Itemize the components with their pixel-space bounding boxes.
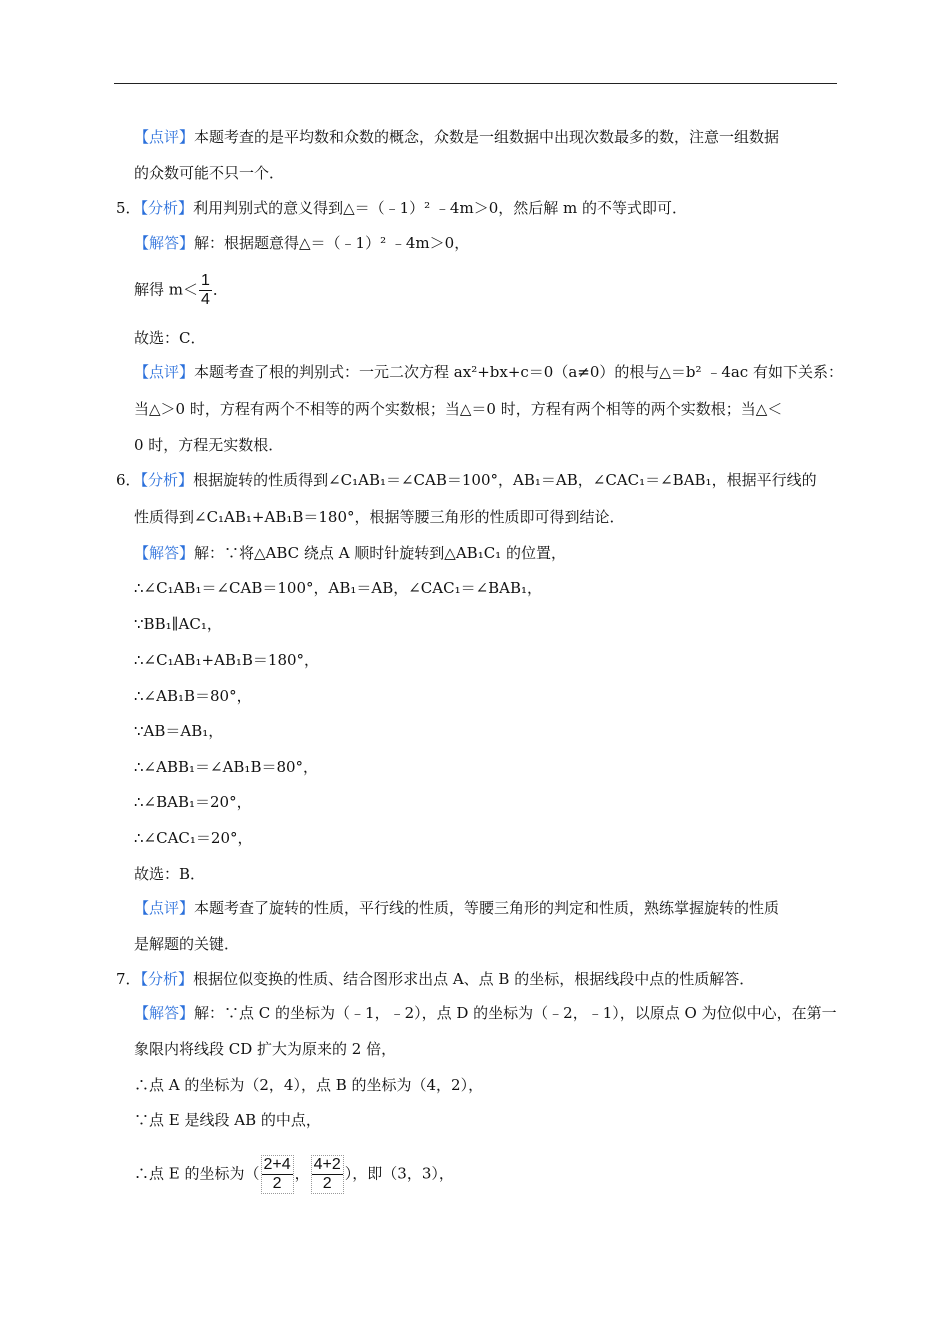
q7-solution-text-1: 解：∵点 C 的坐标为（﹣1，﹣2），点 D 的坐标为（﹣2，﹣1），以原点 O 为位似中心，在第一: [194, 1004, 837, 1022]
q6-review-text-1: 本题考查了旋转的性质，平行线的性质，等腰三角形的判定和性质，熟练掌握旋转的性质: [194, 899, 780, 917]
q6-step: ∴∠BAB₁＝20°，: [134, 793, 252, 811]
q5-analysis-line: [116, 198, 687, 218]
q6-step: ∴∠CAC₁＝20°，: [134, 829, 253, 847]
q7-analysis-text: 根据位似变换的性质、结合图形求出点 A、点 B 的坐标，根据线段中点的性质解答．: [193, 970, 755, 988]
q6-answer: 故选：B．: [134, 865, 206, 883]
q4-review-line-1: [134, 127, 779, 147]
q6-analysis-line-1: [116, 470, 817, 490]
q7-solution-prefix: ∴点 E 的坐标为（: [134, 1164, 260, 1183]
q5-solution-line-1: [134, 233, 469, 253]
q7-solution-line-1: [134, 1003, 837, 1023]
solution-tag: 【解答】: [134, 234, 195, 252]
q6-review-line-2: 是解题的关键．: [134, 935, 240, 953]
fraction-2-plus-4-over-2: $\frac{2+4}{2}$: [261, 1155, 294, 1194]
q7-analysis-line: [116, 969, 754, 989]
q6-analysis-line-2: 性质得到∠C₁AB₁+AB₁B＝180°，根据等腰三角形的性质即可得到结论．: [134, 508, 625, 526]
q7-solution-suffix: ），即（3，3），: [344, 1164, 454, 1183]
review-tag: 【点评】: [134, 128, 195, 146]
q5-analysis-text: 利用判别式的意义得到△＝（﹣1）² ﹣4m＞0，然后解 m 的不等式即可．: [193, 199, 687, 217]
q7-number: 7．: [116, 970, 141, 988]
q7-solution-line-2: 象限内将线段 CD 扩大为原来的 2 倍，: [134, 1040, 397, 1058]
q6-step: ∴∠ABB₁＝∠AB₁B＝80°，: [134, 758, 319, 776]
q7-separator: ，: [294, 1164, 310, 1183]
q5-solution-text-1: 解：根据题意得△＝（﹣1）² ﹣4m＞0，: [194, 234, 470, 252]
q4-review-line-2: 的众数可能不只一个．: [134, 164, 285, 182]
q6-step: ∴∠C₁AB₁＝∠CAB＝100°，AB₁＝AB，∠CAC₁＝∠BAB₁，: [134, 579, 543, 597]
q6-number: 6．: [116, 471, 141, 489]
q6-step: ∴∠AB₁B＝80°，: [134, 687, 252, 705]
q6-step: ∵AB＝AB₁，: [134, 722, 224, 740]
q5-number: 5．: [116, 199, 141, 217]
q5-solution-prefix: 解得 m＜: [134, 280, 198, 299]
q6-analysis-text-1: 根据旋转的性质得到∠C₁AB₁＝∠CAB＝100°，AB₁＝AB，∠CAC₁＝∠BAB₁，根据平行线的: [193, 471, 817, 489]
q5-review-line-3: 0 时，方程无实数根．: [134, 436, 284, 454]
q6-step: ∵BB₁∥AC₁，: [134, 615, 222, 633]
fraction-one-quarter: $\frac{1}{4}$: [201, 272, 210, 308]
analysis-tag: 【分析】: [140, 970, 194, 988]
review-tag: 【点评】: [134, 363, 195, 381]
solution-tag: 【解答】: [134, 1004, 195, 1022]
q6-review-line-1: [134, 898, 779, 918]
q4-review-text-1: 本题考查的是平均数和众数的概念，众数是一组数据中出现次数最多的数，注意一组数据: [194, 128, 780, 146]
solution-tag: 【解答】: [134, 544, 195, 562]
q7-solution-line-4: ∵点 E 是线段 AB 的中点，: [134, 1111, 321, 1129]
q5-solution-line-2: 解得 m＜ $\frac{1}{4}$ ．: [134, 272, 228, 308]
q5-review-text-1: 本题考查了根的判别式：一元二次方程 ax²+bx+c＝0（a≠0）的根与△＝b² ﹣4ac 有如下关系：: [194, 363, 843, 381]
fraction-4-plus-2-over-2: $\frac{4+2}{2}$: [311, 1155, 344, 1194]
analysis-tag: 【分析】: [140, 471, 194, 489]
q7-solution-line-5: [134, 1155, 454, 1194]
header-rule: [114, 83, 837, 84]
q5-answer: 故选：C．: [134, 329, 206, 347]
q6-step: ∴∠C₁AB₁+AB₁B＝180°，: [134, 651, 320, 669]
q5-review-line-1: [134, 362, 843, 382]
q6-solution-line: [134, 543, 566, 563]
q6-solution-text: 解：∵将△ABC 绕点 A 顺时针旋转到△AB₁C₁ 的位置，: [194, 544, 566, 562]
q5-review-line-2: 当△＞0 时，方程有两个不相等的两个实数根；当△＝0 时，方程有两个相等的两个实数根；当△＜: [134, 400, 783, 418]
q7-solution-line-3: ∴点 A 的坐标为（2，4），点 B 的坐标为（4，2），: [134, 1076, 484, 1094]
analysis-tag: 【分析】: [140, 199, 194, 217]
review-tag: 【点评】: [134, 899, 195, 917]
